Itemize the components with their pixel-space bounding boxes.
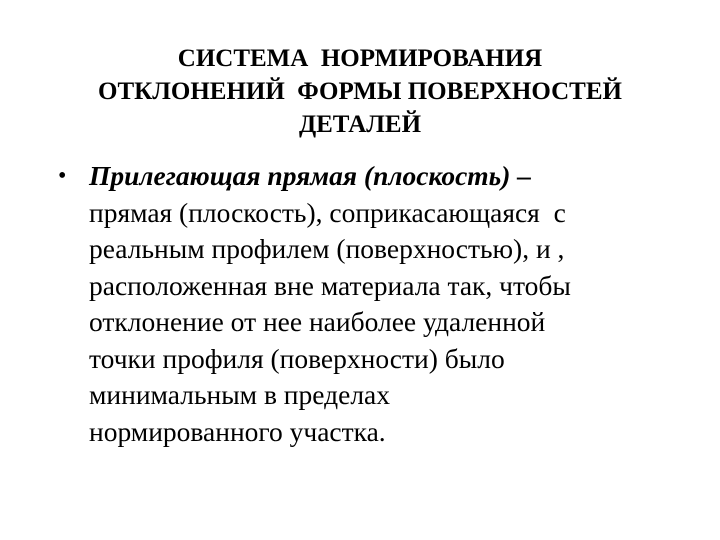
bullet-item bbox=[58, 158, 688, 450]
definition-term: Прилегающая прямая (плоскость) – bbox=[89, 160, 532, 191]
definition-line-2: реальным профилем (поверхностью), и , bbox=[89, 233, 565, 264]
definition-line-3: расположенная вне материала так, чтобы bbox=[89, 269, 571, 301]
definition-line-4: отклонение от нее наиболее удаленной bbox=[89, 306, 546, 337]
definition-line-6: минимальным в пределах bbox=[89, 379, 390, 410]
bullet-text bbox=[89, 158, 688, 450]
bullet-icon: • bbox=[58, 163, 67, 189]
definition-line-7: нормированного участка. bbox=[89, 415, 386, 447]
title-line-2: ОТКЛОНЕНИЙ ФОРМЫ ПОВЕРХНОСТЕЙ bbox=[98, 78, 622, 105]
definition-line-5: точки профиля (поверхности) было bbox=[89, 342, 505, 374]
title-line-3: ДЕТАЛЕЙ bbox=[298, 111, 422, 138]
definition-line-1: прямая (плоскость), соприкасающаяся с bbox=[89, 196, 566, 228]
slide-title bbox=[40, 42, 680, 141]
title-line-1: СИСТЕМА НОРМИРОВАНИЯ bbox=[177, 45, 543, 72]
